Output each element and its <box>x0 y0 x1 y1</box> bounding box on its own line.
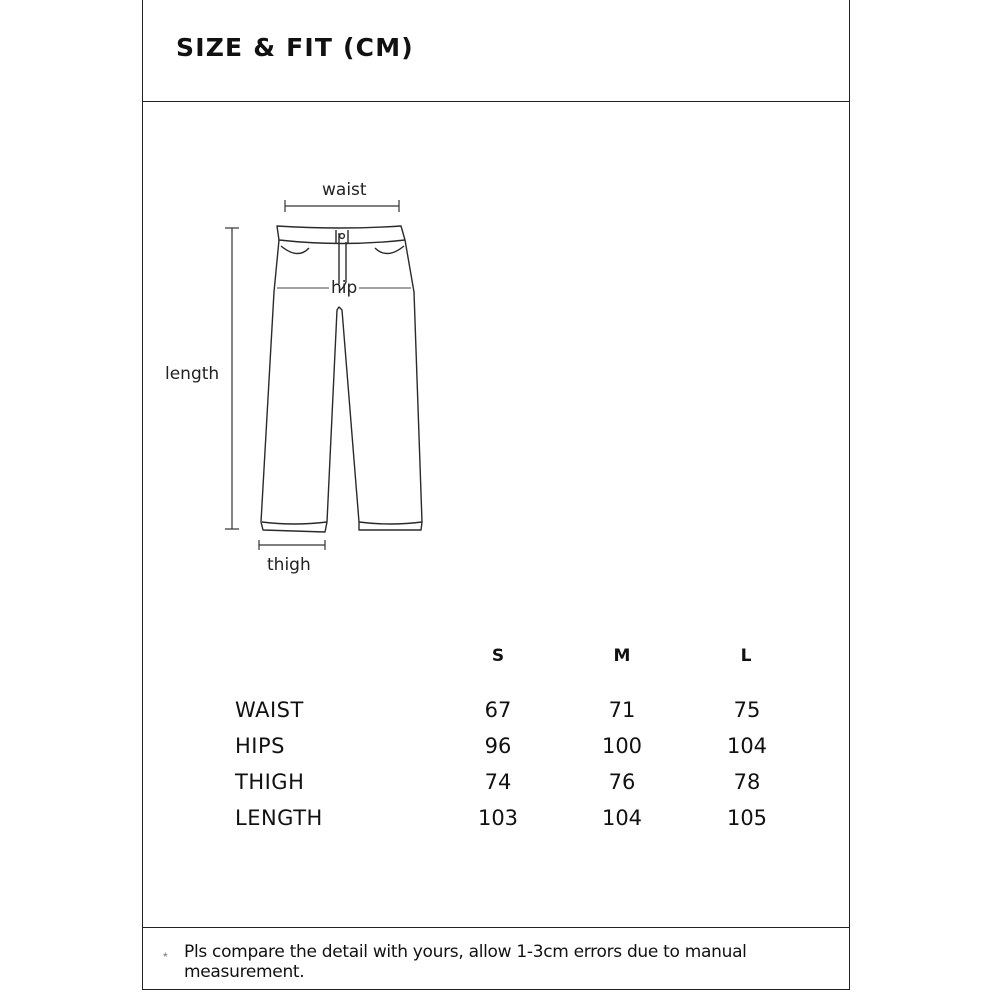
table-cell: 71 <box>608 698 636 722</box>
size-header-m: M <box>613 646 631 666</box>
table-cell: 105 <box>726 806 768 830</box>
row-label: LENGTH <box>235 806 323 830</box>
row-label: THIGH <box>235 770 305 794</box>
waist-label: waist <box>322 180 367 200</box>
page-title: SIZE & FIT (CM) <box>176 33 414 62</box>
measurement-note: Pls compare the detail with yours, allow 1-3cm errors due to manual measurement. <box>184 942 747 982</box>
table-cell: 104 <box>601 806 643 830</box>
table-row-length <box>143 806 849 840</box>
pants-illustration <box>143 102 851 622</box>
pants-diagram <box>143 102 849 622</box>
waist-measure-line <box>285 200 399 212</box>
header <box>143 0 849 102</box>
table-cell: 67 <box>484 698 512 722</box>
size-header-l: L <box>740 646 752 666</box>
thigh-label: thigh <box>267 555 311 575</box>
table-cell: 78 <box>733 770 761 794</box>
table-cell: 104 <box>726 734 768 758</box>
table-cell: 100 <box>601 734 643 758</box>
asterisk-marker: * <box>163 950 168 964</box>
table-cell: 74 <box>484 770 512 794</box>
size-header-s: S <box>491 646 505 666</box>
table-cell: 96 <box>484 734 512 758</box>
table-row-hips <box>143 734 849 768</box>
table-row-waist <box>143 698 849 732</box>
row-label: HIPS <box>235 734 285 758</box>
length-measure-line <box>225 228 239 529</box>
footer <box>143 927 849 989</box>
table-cell: 76 <box>608 770 636 794</box>
hip-label: hip <box>331 278 358 298</box>
table-cell: 75 <box>733 698 761 722</box>
table-cell: 103 <box>477 806 519 830</box>
size-chart-card <box>142 0 850 990</box>
thigh-measure-line <box>259 540 325 550</box>
length-label: length <box>165 364 220 384</box>
table-row-thigh <box>143 770 849 804</box>
pants-outline <box>261 226 422 532</box>
row-label: WAIST <box>235 698 304 722</box>
